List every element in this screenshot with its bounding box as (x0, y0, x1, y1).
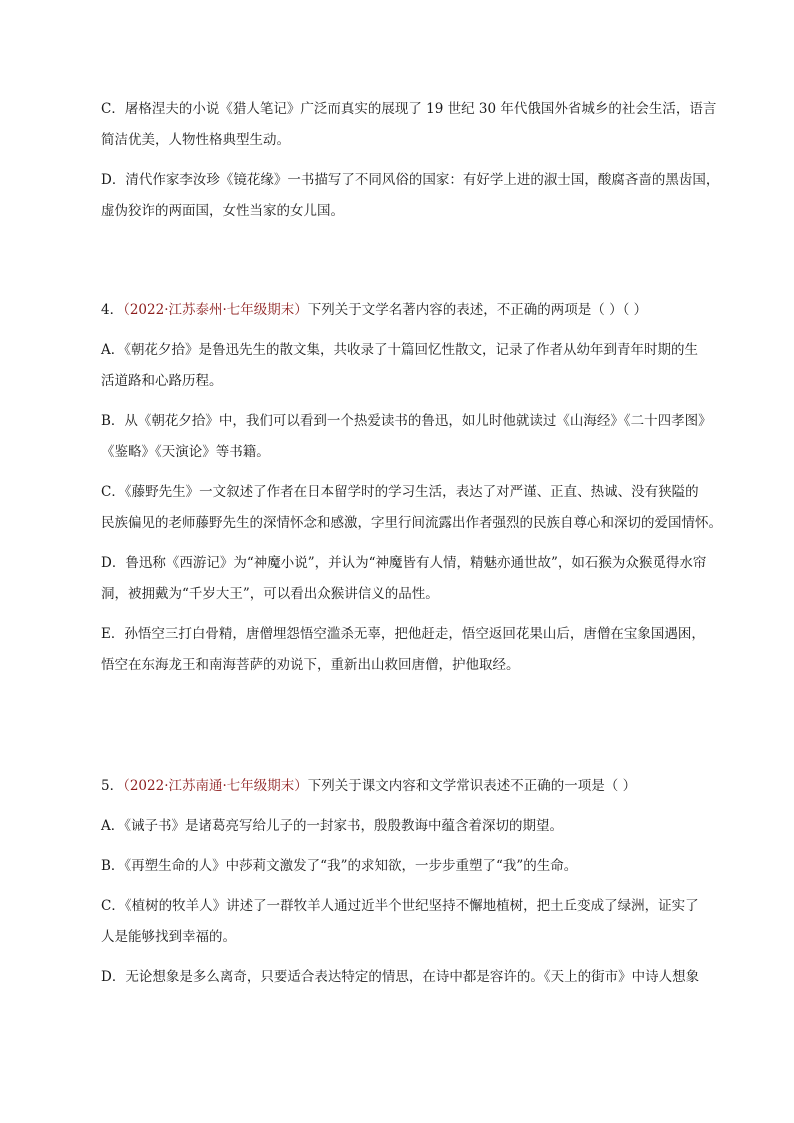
option-b-line1: B．《再塑生命的人》中莎莉文激发了“我”的求知欲，一步步重塑了“我”的生命。 (101, 858, 578, 874)
option-c-line1: C．屠格涅夫的小说《猎人笔记》广泛而真实的展现了 19 世纪 30 年代俄国外省城乡的社会生活，语言 (101, 101, 717, 117)
question-4 (101, 295, 751, 681)
option-a-line2: 活道路和心路历程。 (101, 373, 223, 389)
previous-question-options (101, 94, 751, 227)
option-e-line2: 悟空在东海龙王和南海菩萨的劝说下，重新出山救回唐僧，护他取经。 (101, 657, 520, 673)
question-text: 下列关于课文内容和文学常识表述不正确的一项是（ ） (307, 778, 637, 794)
option-d-line2: 虚伪狡诈的两面国，女性当家的女儿国。 (101, 203, 344, 219)
question-source: （2022·江苏南通·七年级期末） (123, 778, 308, 794)
option-d-line1: D．清代作家李汝珍《镜花缘》一书描写了不同风俗的国家：有好学上进的淑士国，酸腐吝啬的黑齿国， (101, 172, 720, 188)
question-number: 5． (101, 778, 124, 794)
option-b-line1: B．从《朝花夕拾》中，我们可以看到一个热爱读书的鲁迅，如儿时他就读过《山海经》《二十四孝图》 (101, 413, 712, 429)
option-c-line1: C．《植树的牧羊人》讲述了一群牧羊人通过近半个世纪坚持不懈地植树，把土丘变成了绿洲，证实了 (101, 898, 699, 914)
option-b-line2: 《鉴略》《天演论》等书籍。 (101, 444, 270, 460)
question-5 (101, 771, 751, 993)
option-c-line2: 人是能够找到幸福的。 (101, 929, 236, 945)
option-d-line1: D．鲁迅称《西游记》为“神魔小说”，并认为“神魔皆有人情，精魅亦通世故”，如石猴为众猴觅得水帘 (101, 555, 707, 571)
option-a-line1: A．《诫子书》是诸葛亮写给儿子的一封家书，殷殷教诲中蕴含着深切的期望。 (101, 818, 563, 834)
question-text: 下列关于文学名著内容的表述，不正确的两项是（ ）（ ） (307, 302, 648, 318)
option-d-line2: 洞，被拥戴为“千岁大王”，可以看出众猴讲信义的品性。 (101, 586, 439, 602)
question-source: （2022·江苏泰州·七年级期末） (123, 302, 308, 318)
question-4-stem (101, 295, 751, 326)
option-e-line1: E．孙悟空三打白骨精，唐僧埋怨悟空滥杀无辜，把他赶走，悟空返回花果山后，唐僧在宝象国遇困， (101, 626, 705, 642)
option-c-line1: C．《藤野先生》一文叙述了作者在日本留学时的学习生活，表达了对严谨、正直、热诚、没有狭隘的 (101, 484, 699, 500)
question-5-stem (101, 771, 751, 802)
option-a-line1: A．《朝花夕拾》是鲁迅先生的散文集，共收录了十篇回忆性散文，记录了作者从幼年到青年时期的生 (101, 342, 698, 358)
option-c-line2: 民族偏见的老师藤野先生的深情怀念和感激，字里行间流露出作者强烈的民族自尊心和深切的爱国情怀。 (101, 515, 722, 531)
option-c-line2: 简洁优美，人物性格典型生动。 (101, 132, 290, 148)
option-d-line1: D．无论想象是多么离奇，只要适合表达特定的情思，在诗中都是容许的。《天上的街市》中诗人想象 (101, 969, 700, 985)
question-number: 4． (101, 302, 124, 318)
